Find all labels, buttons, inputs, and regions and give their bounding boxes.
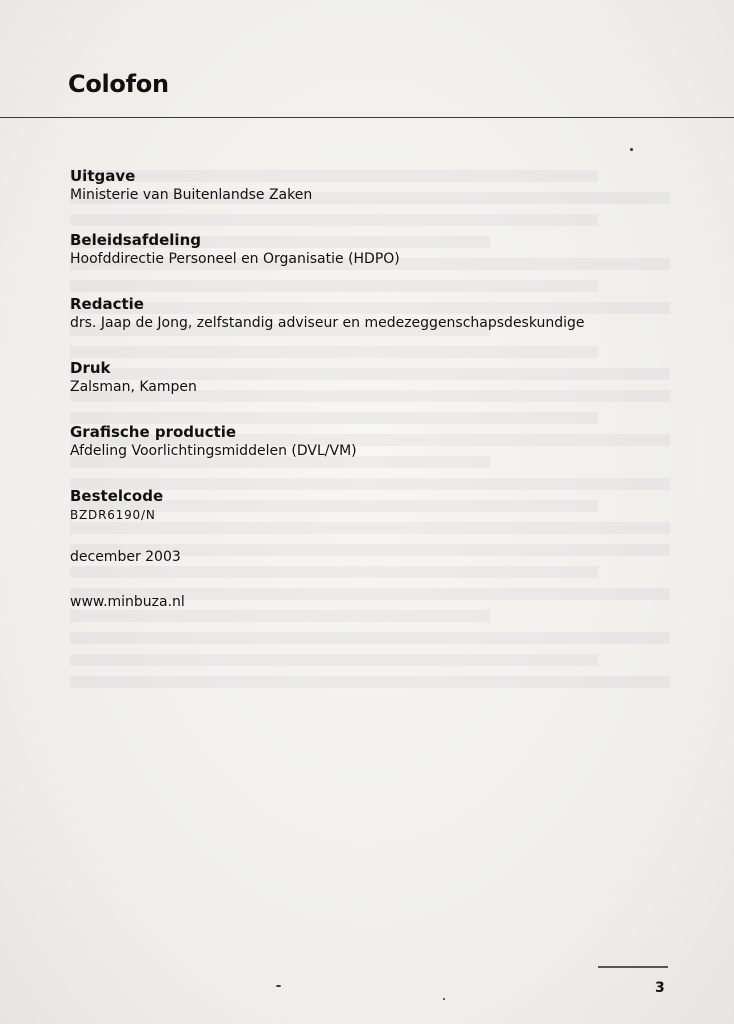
page-title: Colofon <box>68 70 169 98</box>
section-uitgave <box>70 167 312 205</box>
section-bestelcode <box>70 487 163 525</box>
grafische-productie-label: Grafische productie <box>70 423 237 441</box>
redactie-value: drs. Jaap de Jong, zelfstandig adviseur en medezeggenschapsdeskundige <box>70 315 585 331</box>
bestelcode-label: Bestelcode <box>70 487 164 505</box>
publication-date: december 2003 <box>70 549 181 565</box>
section-grafische-productie <box>70 423 357 461</box>
uitgave-value: Ministerie van Buitenlandse Zaken <box>70 187 313 203</box>
druk-label: Druk <box>70 359 111 377</box>
beleidsafdeling-value: Hoofddirectie Personeel en Organisatie (HDPO) <box>70 251 400 267</box>
scan-speck <box>276 985 281 987</box>
page-number: 3 <box>655 980 665 996</box>
grafische-productie-value: Afdeling Voorlichtingsmiddelen (DVL/VM) <box>70 443 357 459</box>
beleidsafdeling-label: Beleidsafdeling <box>70 231 201 249</box>
druk-value: Zalsman, Kampen <box>70 379 197 395</box>
bestelcode-value: BZDR6190/N <box>70 508 156 522</box>
scan-speck <box>443 998 445 1000</box>
uitgave-label: Uitgave <box>70 167 136 185</box>
scan-speck <box>630 148 633 151</box>
footer-divider <box>598 966 668 968</box>
section-beleidsafdeling <box>70 231 400 269</box>
redactie-label: Redactie <box>70 295 144 313</box>
section-druk <box>70 359 197 397</box>
website-link[interactable]: www.minbuza.nl <box>70 594 185 610</box>
title-divider <box>0 117 734 118</box>
section-redactie <box>70 295 585 333</box>
